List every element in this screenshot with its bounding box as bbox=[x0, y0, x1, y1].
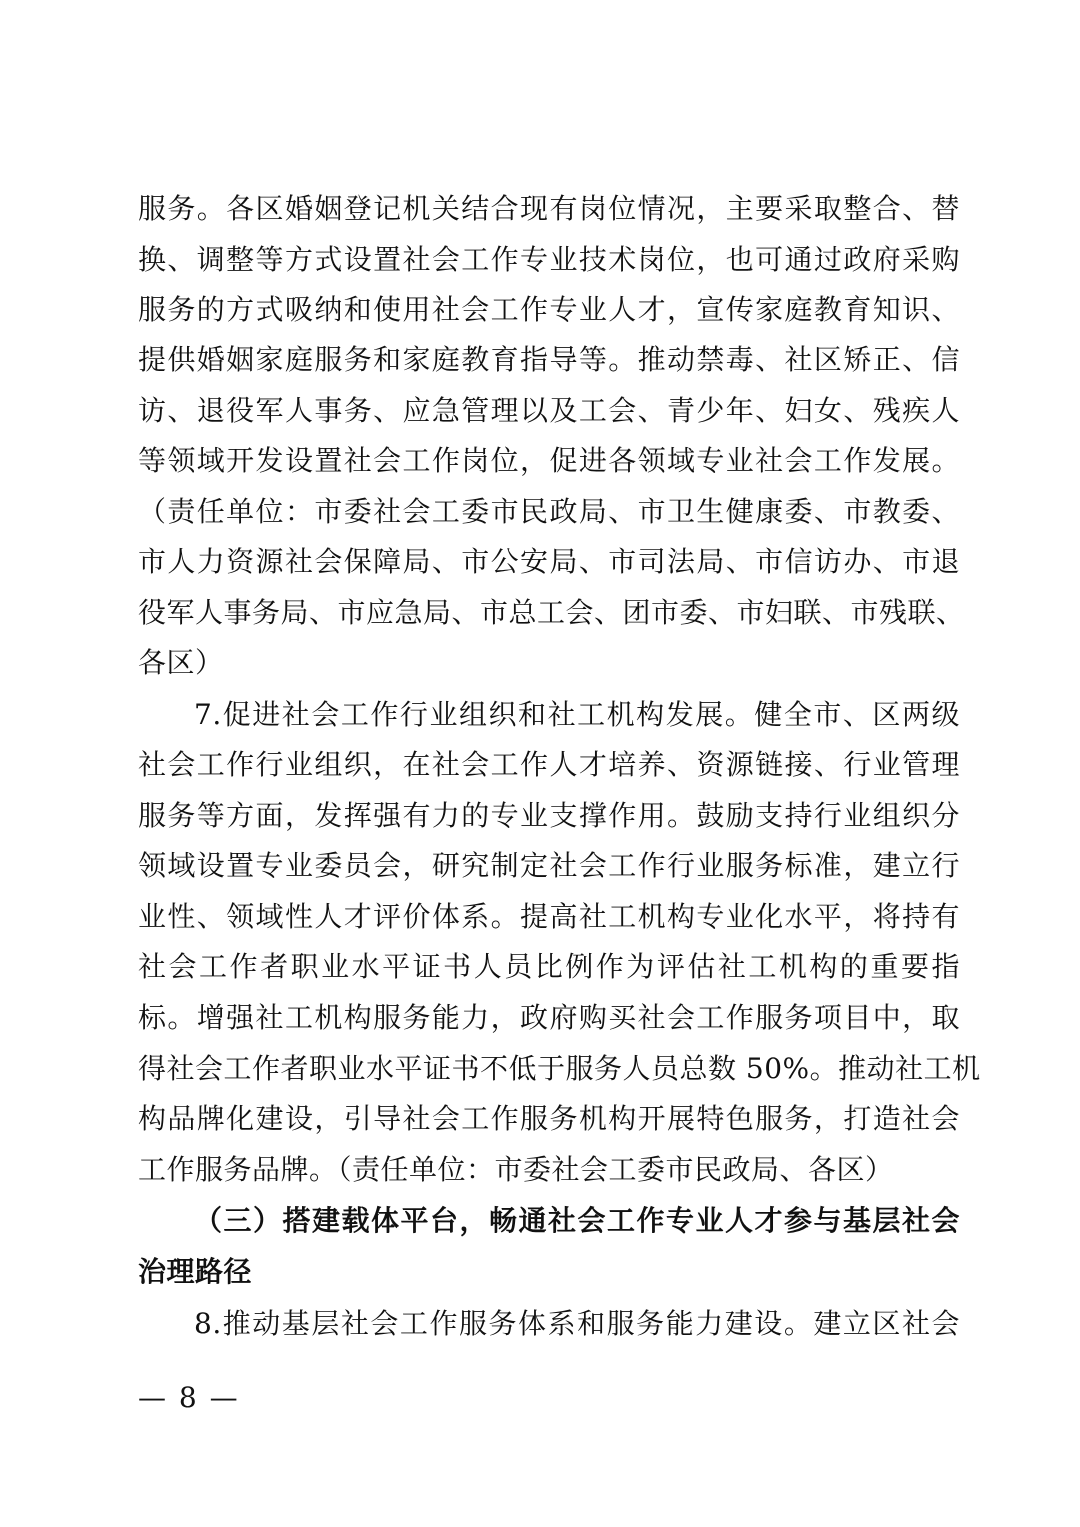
text-line: 构品牌化建设，引导社会工作服务机构开展特色服务，打造社会 bbox=[138, 1102, 960, 1135]
text-line: （责任单位：市委社会工委市民政局、市卫生健康委、市教委、 bbox=[138, 495, 960, 528]
text-line: 各区） bbox=[138, 646, 224, 679]
text-line: 市人力资源社会保障局、市公安局、市司法局、市信访办、市退 bbox=[138, 545, 960, 578]
text-line: 业性、领域性人才评价体系。提高社工机构专业化水平，将持有 bbox=[138, 900, 960, 933]
text-line: 服务。各区婚姻登记机关结合现有岗位情况，主要采取整合、替 bbox=[138, 192, 960, 225]
text-line: 等领域开发设置社会工作岗位，促进各领域专业社会工作发展。 bbox=[138, 444, 960, 477]
text-line: 访、退役军人事务、应急管理以及工会、青少年、妇女、残疾人 bbox=[138, 394, 960, 427]
text-line: 7.促进社会工作行业组织和社工机构发展。健全市、区两级 bbox=[194, 698, 960, 731]
section-heading: 治理路径 bbox=[138, 1255, 253, 1288]
text-line: 标。增强社工机构服务能力，政府购买社会工作服务项目中，取 bbox=[138, 1001, 960, 1034]
page-number: — 8 — bbox=[138, 1381, 240, 1414]
text-line: 役军人事务局、市应急局、市总工会、团市委、市妇联、市残联、 bbox=[138, 596, 965, 629]
text-line: 得社会工作者职业水平证书不低于服务人员总数 50%。推动社工机 bbox=[138, 1052, 981, 1085]
section-heading: （三）搭建载体平台，畅通社会工作专业人才参与基层社会 bbox=[194, 1204, 960, 1237]
text-line: 8.推动基层社会工作服务体系和服务能力建设。建立区社会 bbox=[194, 1307, 960, 1340]
text-line: 领域设置专业委员会，研究制定社会工作行业服务标准，建立行 bbox=[138, 849, 960, 882]
text-line: 工作服务品牌。（责任单位：市委社会工委市民政局、各区） bbox=[138, 1153, 894, 1186]
text-line: 提供婚姻家庭服务和家庭教育指导等。推动禁毒、社区矫正、信 bbox=[138, 343, 960, 376]
text-line: 服务等方面，发挥强有力的专业支撑作用。鼓励支持行业组织分 bbox=[138, 799, 960, 832]
text-line: 服务的方式吸纳和使用社会工作专业人才，宣传家庭教育知识、 bbox=[138, 293, 960, 326]
text-line: 社会工作者职业水平证书人员比例作为评估社工机构的重要指 bbox=[138, 950, 960, 983]
text-line: 换、调整等方式设置社会工作专业技术岗位，也可通过政府采购 bbox=[138, 243, 960, 276]
text-line: 社会工作行业组织，在社会工作人才培养、资源链接、行业管理 bbox=[138, 748, 960, 781]
